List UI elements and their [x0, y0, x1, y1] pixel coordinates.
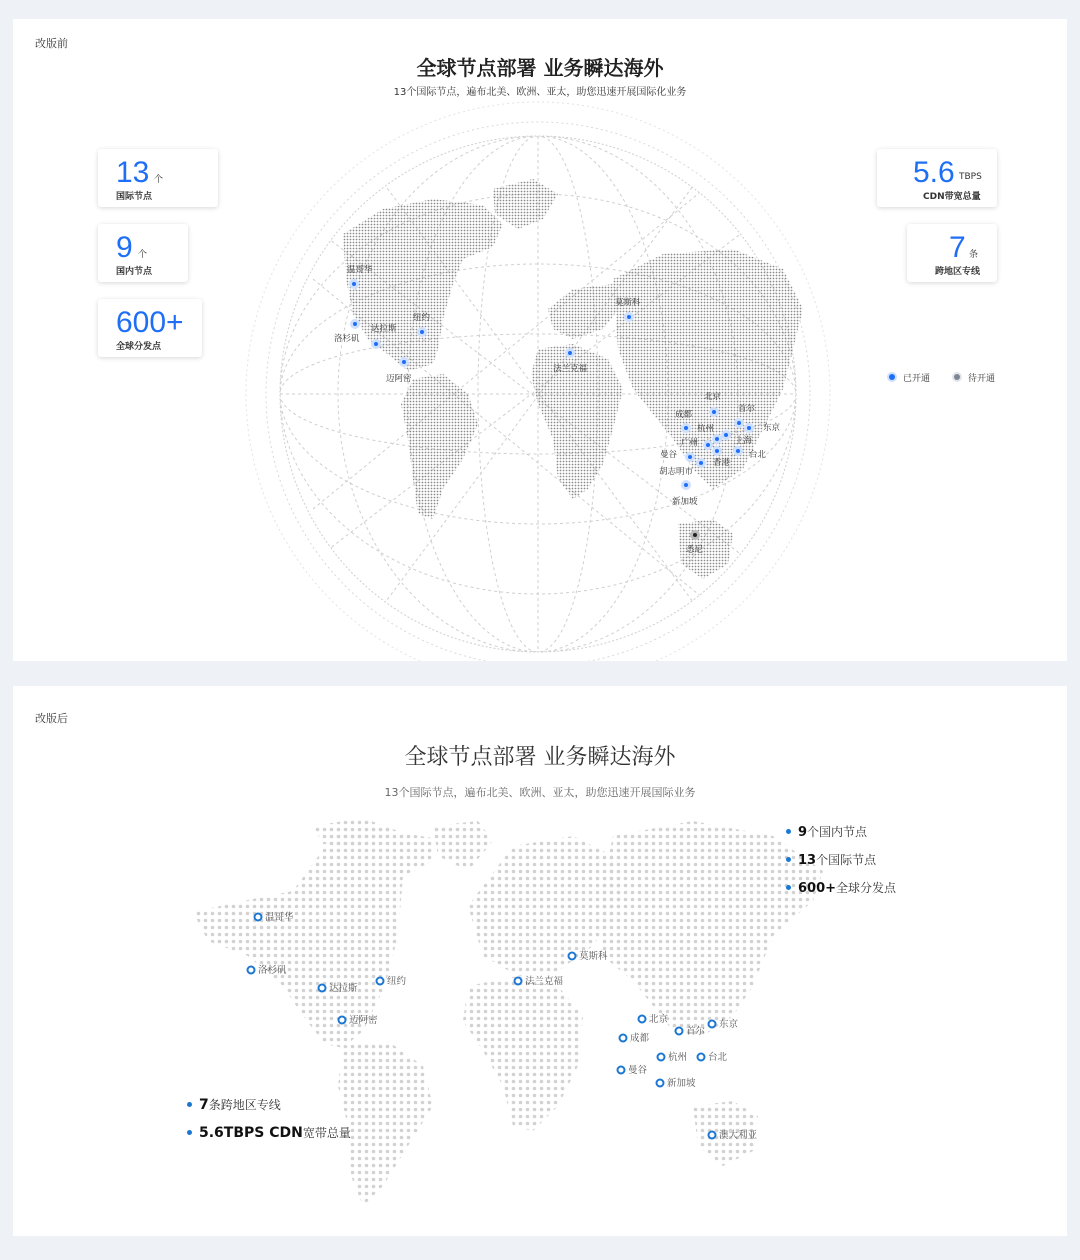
stat-unit: TBPS: [959, 172, 982, 182]
city-label: 莫斯科: [579, 951, 608, 962]
node-sydney: [692, 532, 699, 539]
node-taipei: [735, 448, 742, 455]
node-tokyo: [709, 1021, 716, 1028]
legend-label: 待开通: [968, 374, 996, 384]
city-label: 首尔: [738, 404, 756, 414]
stat-card-domestic-nodes: [98, 224, 188, 282]
stat-label: 国内节点: [116, 267, 153, 277]
node-vancouver: [255, 914, 262, 921]
node-dallas: [373, 341, 380, 348]
node-la: [248, 967, 255, 974]
node-singapore: [657, 1080, 664, 1087]
stat-card-cdn-bandwidth: [877, 149, 997, 207]
city-label: 台北: [708, 1052, 728, 1063]
asia: [613, 249, 803, 489]
node-shanghai: [723, 432, 730, 439]
south-america: [338, 1041, 433, 1206]
panel-before-redesign: [13, 19, 1067, 661]
node-australia: [709, 1132, 716, 1139]
bullet-icon: [786, 829, 791, 834]
stat-number: 7: [949, 231, 966, 264]
page-title: 全球节点部署 业务瞬达海外: [416, 56, 664, 80]
panel-after-redesign: [13, 686, 1067, 1236]
city-label: 杭州: [697, 424, 715, 434]
city-label: 曼谷: [628, 1065, 648, 1076]
south-america: [401, 374, 478, 519]
city-label: 悉尼: [686, 545, 704, 555]
city-label: 广州: [681, 438, 699, 448]
node-miami: [401, 359, 408, 366]
node-guangzhou: [705, 442, 712, 449]
city-label: 曼谷: [660, 450, 678, 460]
node-dallas: [319, 985, 326, 992]
node-frankfurt: [567, 350, 574, 357]
city-label: 成都: [630, 1033, 650, 1044]
stat-number: 5.6: [913, 156, 955, 189]
node-taipei: [698, 1054, 705, 1061]
kpi-text: 个国内节点: [807, 825, 868, 839]
page-subtitle: 13个国际节点，遍布北美、欧洲、亚太，助您迅速开展国际业务: [384, 786, 696, 799]
city-label: 杭州: [668, 1052, 688, 1063]
node-moscow: [569, 953, 576, 960]
city-label: 迈阿密: [386, 374, 412, 384]
bullet-icon: [187, 1130, 192, 1135]
kpi-number: 7: [199, 1097, 209, 1113]
stat-card-global-points: [98, 299, 202, 357]
city-label: 上海: [735, 436, 753, 446]
kpi-text: 个国际节点: [816, 853, 877, 867]
stat-label: 国际节点: [116, 192, 153, 202]
city-label: 达拉斯: [371, 324, 397, 334]
north-america: [193, 829, 433, 1048]
city-label: 温哥华: [347, 265, 373, 275]
node-moscow: [626, 314, 633, 321]
stat-label: 全球分发点: [116, 342, 162, 352]
bullet-icon: [786, 857, 791, 862]
open-dot-icon: [889, 374, 895, 380]
city-label: 洛杉矶: [334, 334, 360, 344]
page-title: 全球节点部署 业务瞬达海外: [404, 745, 676, 770]
node-vancouver: [351, 281, 358, 288]
europe: [548, 284, 623, 339]
city-label: 法兰克福: [553, 364, 588, 374]
city-label: 北京: [704, 392, 722, 402]
city-label: 北京: [649, 1014, 669, 1025]
city-label: 达拉斯: [329, 983, 358, 994]
city-label: 温哥华: [265, 912, 294, 923]
city-label: 法兰克福: [525, 976, 564, 987]
node-hcmc: [698, 460, 705, 467]
node-bangkok: [618, 1067, 625, 1074]
node-beijing: [639, 1016, 646, 1023]
legend-open: [889, 371, 930, 384]
city-label: 东京: [763, 423, 781, 433]
stat-number: 600+: [116, 306, 184, 339]
legend-label: 已开通: [903, 374, 931, 384]
city-label: 东京: [719, 1019, 739, 1030]
greenland: [433, 821, 493, 871]
city-label: 新加坡: [667, 1078, 696, 1089]
node-chengdu: [620, 1035, 627, 1042]
north-america: [343, 199, 503, 371]
kpi-text: 条跨地区专线: [208, 1098, 281, 1112]
node-ny: [377, 978, 384, 985]
stat-label: CDN带宽总量: [923, 192, 981, 202]
bullet-icon: [786, 885, 791, 890]
stat-card-intl-nodes: [98, 149, 218, 207]
kpi-text: 全球分发点: [836, 881, 897, 895]
stat-label: 跨地区专线: [935, 267, 981, 277]
city-label: 台北: [749, 450, 767, 460]
city-label: 纽约: [387, 976, 407, 987]
page-subtitle: 13个国际节点，遍布北美、欧洲、亚太，助您迅速开展国际化业务: [393, 87, 687, 98]
city-label: 澳大利亚: [719, 1130, 758, 1141]
kpi-cross-region-lines: [187, 1096, 281, 1113]
stat-number: 13: [116, 156, 150, 189]
pending-dot-icon: [954, 374, 960, 380]
kpi-text: 宽带总量: [302, 1126, 351, 1140]
stat-card-cross-region-lines: [907, 224, 997, 282]
node-hongkong: [714, 448, 721, 455]
kpi-number: 9: [798, 825, 808, 840]
kpi-intl-nodes: [786, 851, 876, 868]
city-label: 成都: [675, 410, 693, 420]
stat-unit: 个: [138, 250, 148, 260]
kpi-cdn-bandwidth: [187, 1124, 351, 1141]
city-label: 新加坡: [672, 497, 698, 507]
legend-pending: [954, 371, 995, 384]
node-chengdu: [683, 425, 690, 432]
stat-number: 9: [116, 231, 133, 264]
node-seoul: [736, 420, 743, 427]
node-beijing: [711, 409, 718, 416]
africa: [463, 976, 583, 1131]
kpi-global-points: [786, 879, 896, 896]
version-tag: 改版前: [35, 37, 68, 50]
kpi-number: 5.6TBPS CDN: [199, 1125, 303, 1141]
node-la: [352, 321, 359, 328]
node-frankfurt: [515, 978, 522, 985]
city-label: 洛杉矶: [258, 965, 287, 976]
node-hangzhou: [658, 1054, 665, 1061]
node-bangkok: [687, 454, 694, 461]
continents: [193, 818, 823, 1206]
node-hangzhou: [714, 436, 721, 443]
bullet-icon: [187, 1102, 192, 1107]
node-singapore: [683, 482, 690, 489]
node-ny: [419, 329, 426, 336]
node-seoul: [676, 1028, 683, 1035]
stat-unit: 条: [969, 250, 979, 260]
city-label: 迈阿密: [349, 1015, 378, 1026]
node-miami: [339, 1017, 346, 1024]
kpi-domestic-nodes: [786, 823, 867, 840]
city-label: 首尔: [686, 1026, 706, 1037]
node-tokyo: [746, 425, 753, 432]
kpi-number: 600+: [798, 881, 837, 896]
city-label: 香港: [713, 458, 731, 468]
stat-unit: 个: [154, 175, 164, 185]
city-label: 胡志明市: [659, 467, 694, 477]
flat-dot-map: [13, 686, 1067, 1236]
city-label: 纽约: [413, 313, 431, 323]
version-tag: 改版后: [35, 712, 68, 725]
city-label: 莫斯科: [615, 298, 641, 308]
kpi-number: 13: [798, 853, 817, 868]
